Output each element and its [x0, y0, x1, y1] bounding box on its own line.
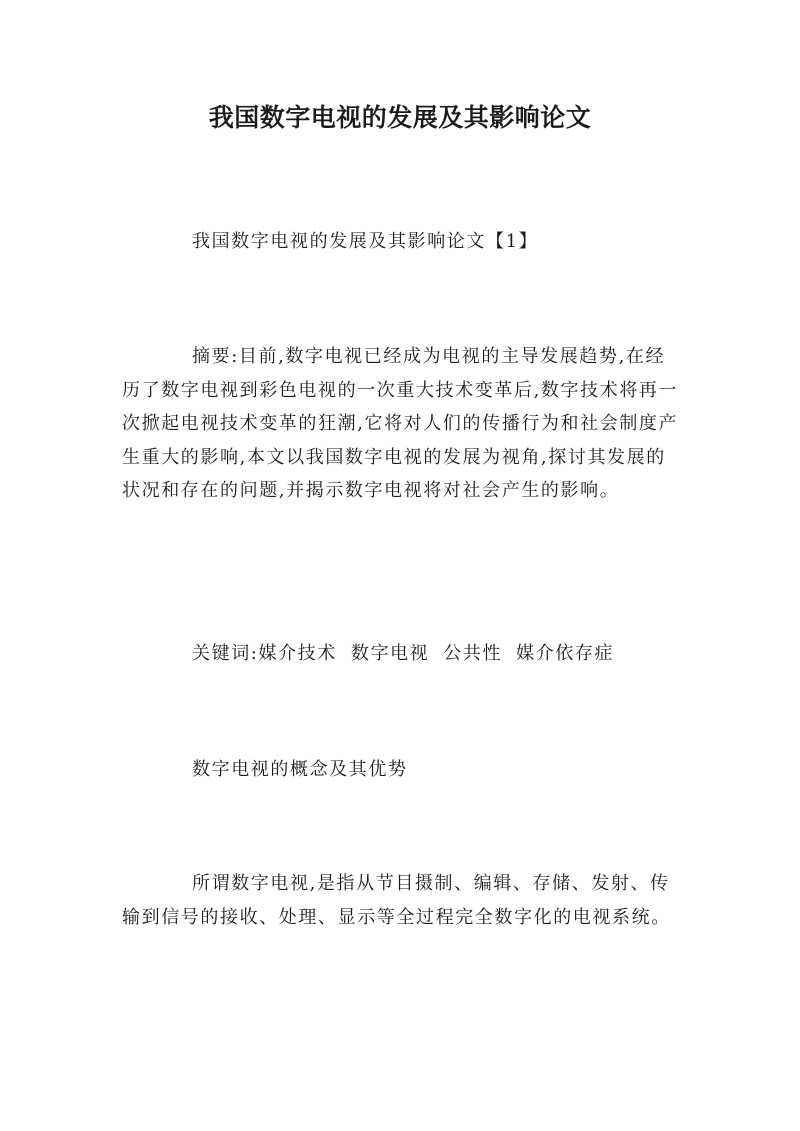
document-subtitle: 我国数字电视的发展及其影响论文【1】	[192, 231, 539, 252]
section-heading: 数字电视的概念及其优势	[192, 759, 408, 780]
abstract-paragraph: 摘要:目前,数字电视已经成为电视的主导发展趋势,在经历了数字电视到彩色电视的一次重大技术变革后,数字技术将再一次掀起电视技术变革的狂潮,它将对人们的传播行为和社会制度产生重大的影响,本文以我国数字电视的发展为视角,探讨其发展的状况和存在的问题,并揭示数字电视将对社会产生的影响。	[122, 346, 679, 501]
keyword-item: 媒介技术	[258, 643, 337, 664]
keywords-line	[192, 640, 628, 668]
keyword-item: 数字电视	[350, 643, 430, 664]
document-title: 我国数字电视的发展及其影响论文	[208, 103, 592, 132]
keyword-item: 媒介依存症	[516, 643, 615, 664]
keywords-label: 关键词:	[192, 643, 259, 664]
keyword-item: 公共性	[443, 643, 503, 664]
definition-paragraph: 所谓数字电视,是指从节目摄制、编辑、存储、发射、传输到信号的接收、处理、显示等全过程完全数字化的电视系统。	[122, 873, 671, 928]
